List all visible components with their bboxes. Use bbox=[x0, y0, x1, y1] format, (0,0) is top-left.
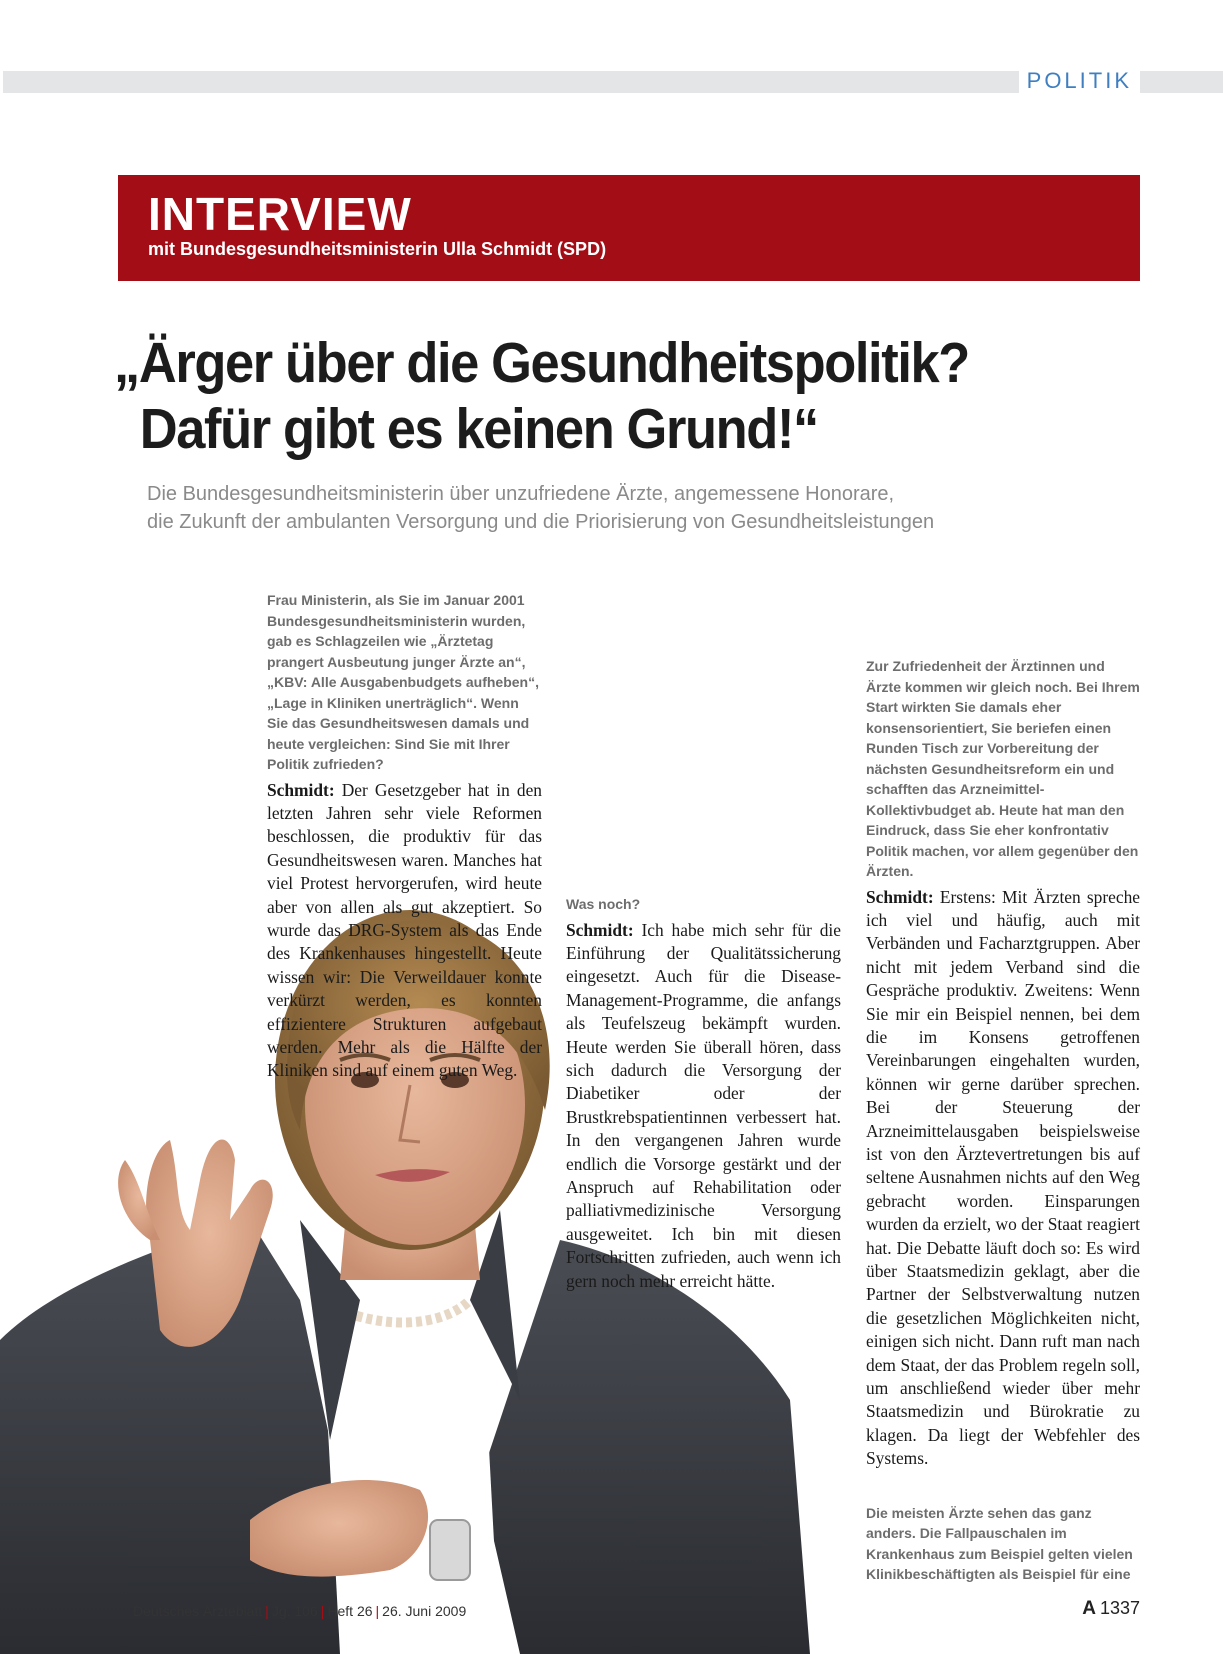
question-1: Frau Ministerin, als Sie im Januar 2001 Bundesgesundheitsministerin wurden, gab es Schlagzeilen wie „Ärztetag prangert Ausbeutung junger Ärzte an“, „KBV: Alle Ausgabenbudgets aufheben“, „Lage in Kliniken unerträglich“. Wenn Sie das Gesundheitswesen damals und heute vergleichen: Sind Sie mit Ihrer Politik zufrieden? bbox=[267, 592, 539, 772]
deck-line-1: Die Bundesgesundheitsministerin über unzufriedene Ärzte, angemessene Honorare, bbox=[147, 483, 895, 505]
question-2: Was noch? bbox=[566, 896, 641, 912]
column-2 bbox=[566, 590, 841, 1293]
footer: Deutsches Ärzteblatt | Jg. 106 | Heft 26 | 26. Juni 2009 bbox=[133, 1603, 467, 1619]
issue: Heft 26 bbox=[327, 1603, 373, 1619]
question-4: Die meisten Ärzte sehen das ganz anders. Die Fallpauschalen im Krankenhaus zum Beispiel gelten vielen Klinikbeschäftigten als Beispiel für eine bbox=[866, 1504, 1133, 1583]
deck-line-2: die Zukunft der ambulanten Versorgung und die Priorisierung von Gesundheitsleistungen bbox=[147, 511, 935, 533]
column-3 bbox=[866, 590, 1140, 1585]
issue-date: 26. Juni 2009 bbox=[382, 1603, 467, 1619]
answer-3-text: Erstens: Mit Ärzten spreche ich viel und häufig, auch mit Verbänden und Facharztgruppen. Aber nicht mit jedem Verband sind die Gespräche produktiv. Zweitens: Wenn Sie mir ein Beispiel nennen, bei dem die im Konsens getroffenen Vereinbarungen eingehalten wurden, können wir gerne darüber sprechen. Bei der Steuerung der Arzneimittelausgaben beispielsweise ist von den Ärztevertretungen bis auf seltene Ausnahmen nichts auf den Weg gebracht worden. Einsparungen wurden da erzielt, wo der Staat reagiert hat. Die Debatte läuft doch so: Es wird über Staatsmedizin geklagt, aber die Partner der Selbstverwaltung nutzen die gesetzlichen Möglichkeiten nicht, einigen sich nicht. Dann ruft man nach dem Staat, der das Problem regeln soll, um anschließend wieder über mehr Staatsmedizin und Bürokratie zu klagen. Da liegt der Webfehler des Systems. bbox=[866, 886, 1140, 1469]
answer-2 bbox=[566, 919, 841, 1294]
answer-1 bbox=[267, 779, 542, 1083]
volume: Jg. 106 bbox=[271, 1603, 318, 1619]
section-label: POLITIK bbox=[1019, 66, 1140, 96]
speaker-label: Schmidt: bbox=[267, 779, 335, 800]
answer-3 bbox=[866, 886, 1140, 1471]
page-prefix: A bbox=[1082, 1598, 1096, 1619]
question-3: Zur Zufriedenheit der Ärztinnen und Ärzte kommen wir gleich noch. Bei Ihrem Start wirkten Sie damals eher konsensorientiert, Sie beriefen einen Runden Tisch zur Vorbereitung der nächsten Gesundheitsreform ein und schafften das Arzneimittel-Kollektivbudget ab. Heute hat man den Eindruck, dass Sie eher konfrontativ Politik machen, vor allem gegenüber den Ärzten. bbox=[866, 658, 1140, 879]
column-1 bbox=[267, 590, 542, 1083]
speaker-label: Schmidt: bbox=[866, 886, 934, 907]
headline bbox=[114, 330, 1089, 462]
interview-banner bbox=[118, 175, 1140, 281]
page-number bbox=[1082, 1598, 1140, 1620]
banner-title: INTERVIEW bbox=[148, 188, 412, 240]
banner-subtitle: mit Bundesgesundheitsministerin Ulla Schmidt (SPD) bbox=[148, 239, 607, 259]
speaker-label: Schmidt: bbox=[566, 919, 634, 940]
answer-2-text: Ich habe mich sehr für die Einführung der Qualitätssicherung eingesetzt. Auch für die Disease-Management-Programme, die anfangs als Teufelszeug bekämpft wurden. Heute werden Sie überall hören, dass sich dadurch die Versorgung der Diabetiker oder der Brustkrebspatientinnen verbessert hat. In den vergangenen Jahren wurde endlich die Vorsorge gestärkt und der Anspruch auf Rehabilitation oder palliativmedizinische Versorgung ausgeweitet. Ich bin mit diesen Fortschritten zufrieden, auch wenn ich gern noch mehr erreicht hätte. bbox=[566, 919, 841, 1291]
deck bbox=[147, 480, 1107, 536]
page-number-value: 1337 bbox=[1099, 1598, 1140, 1618]
journal-name: Deutsches Ärzteblatt bbox=[133, 1603, 263, 1619]
headline-line-2: Dafür gibt es keinen Grund!“ bbox=[139, 397, 818, 461]
answer-1-text: Der Gesetzgeber hat in den letzten Jahren sehr viele Reformen beschlossen, die produktiv für das Gesundheitswesen waren. Manches hat viel Protest hervorgerufen, wird heute aber von allen als gut akzeptiert. So wurde das DRG-System als das Ende des Krankenhauses hingestellt. Heute wissen wir: Die Verweildauer konnte verkürzt werden, es konnten effizientere Strukturen aufgebaut werden. Mehr als die Hälfte der Kliniken sind auf einem guten Weg. bbox=[267, 779, 542, 1081]
headline-line-1: „Ärger über die Gesundheitspolitik? bbox=[114, 331, 969, 395]
